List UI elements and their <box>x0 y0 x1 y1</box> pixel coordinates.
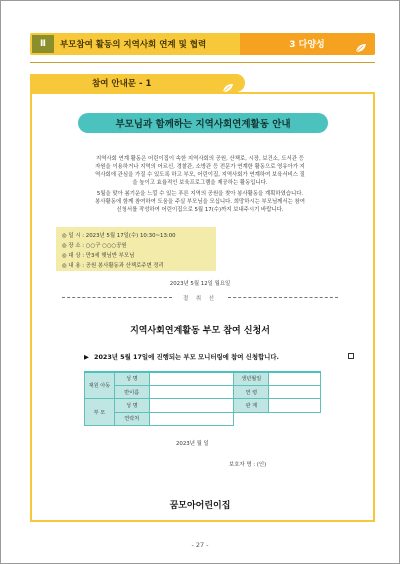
relation-field[interactable] <box>269 399 321 412</box>
paragraph-line: 봉사활동에 함께 참여하여 도움을 주실 부모님을 모십니다. 희망하시는 부모님께서는 참여 <box>95 199 305 205</box>
form-instruction-text: 2023년 5월 17일에 진행되는 부모 모니터링에 참여 신청합니다. <box>94 353 279 361</box>
consent-checkbox[interactable] <box>348 353 354 359</box>
event-info-date: ◎ 일 시 : 2023년 5월 17일(수) 10:30~13:00 <box>62 233 176 239</box>
application-date: 2023년 월 일 <box>176 441 209 447</box>
application-table <box>84 371 321 426</box>
contact-label: 연락처 <box>114 412 149 425</box>
paragraph-line: 역사회에 관심을 가질 수 있도록 하고 부모, 어린이집, 지역사회가 연계하여 보육서비스 질 <box>95 172 305 178</box>
cut-line-label: 절 취 선 <box>182 296 218 302</box>
paragraph-line: 지역사회 연계 활동은 어린이집이 속한 지역사회의 공원, 산책로, 시장, 보건소, 도서관 등 <box>96 156 304 162</box>
table-row <box>85 372 321 385</box>
header-divider <box>30 62 375 63</box>
paragraph-line: 자원을 이용하거나 지역의 어르신, 경찰관, 소방관 등 전문가 연계한 활동으로 영유아가 지 <box>95 164 305 170</box>
event-info-content: ◎ 내 용 : 공원 봉사활동과 산책로주변 정리 <box>62 263 164 269</box>
paragraph-line: 을 높이고 효율적인 보육프로그램을 제공하는 활동입니다. <box>132 180 268 186</box>
guardian-signature-line: 보호자 명 : (인) <box>229 462 267 468</box>
form-instruction <box>84 352 279 361</box>
child-name-label: 성 명 <box>114 372 149 385</box>
class-field[interactable] <box>149 385 234 398</box>
child-group-header: 재원 아동 <box>85 372 115 399</box>
event-info-place: ◎ 장 소 : ○○구 ○○○공원 <box>62 243 127 249</box>
age-field[interactable] <box>269 385 321 398</box>
section-label: 3 다양성 <box>289 40 325 50</box>
table-row <box>85 385 321 398</box>
class-label: 반이름 <box>114 385 149 398</box>
relation-label: 관 계 <box>234 399 269 412</box>
paragraph-line: 신청서를 작성하여 어린이집으로 5월 17(수)까지 보내주시기 바랍니다. <box>116 207 284 213</box>
leaf-icon <box>355 38 367 57</box>
form-title: 지역사회연계활동 부모 참여 신청서 <box>130 326 270 336</box>
paragraph-line: 5월을 맞아 봄기운을 느낄 수 있는 푸른 지역의 공원을 찾아 봉사활동을 계획하였습니다. <box>96 191 304 197</box>
age-label: 연 령 <box>234 385 269 398</box>
chapter-title: 부모참여 활동의 지역사회 연계 및 협력 <box>60 40 207 50</box>
birth-date-label: 생년월일 <box>234 372 269 385</box>
event-info-target: ◎ 대 상 : 만3세 햇님반 부모님 <box>62 253 135 259</box>
child-name-field[interactable] <box>149 372 234 385</box>
arrow-right-icon: ▶ <box>84 353 89 361</box>
birth-date-field[interactable] <box>269 372 321 385</box>
school-name: 꿈모아어린이집 <box>169 501 231 511</box>
table-row <box>85 399 321 412</box>
chapter-number-badge: Ⅱ <box>32 35 54 53</box>
table-row <box>85 412 321 425</box>
parent-group-header: 부 모 <box>85 399 115 426</box>
parent-name-field[interactable] <box>149 399 234 412</box>
notice-tab-label: 참여 안내문 - 1 <box>92 79 152 89</box>
notice-date: 2023년 5월 12일 월요일 <box>169 281 231 287</box>
contact-field[interactable] <box>149 412 234 425</box>
page-number: - 27 - <box>191 541 209 549</box>
notice-banner-title: 부모님과 함께하는 지역사회연계활동 안내 <box>115 119 291 130</box>
parent-name-label: 성 명 <box>114 399 149 412</box>
